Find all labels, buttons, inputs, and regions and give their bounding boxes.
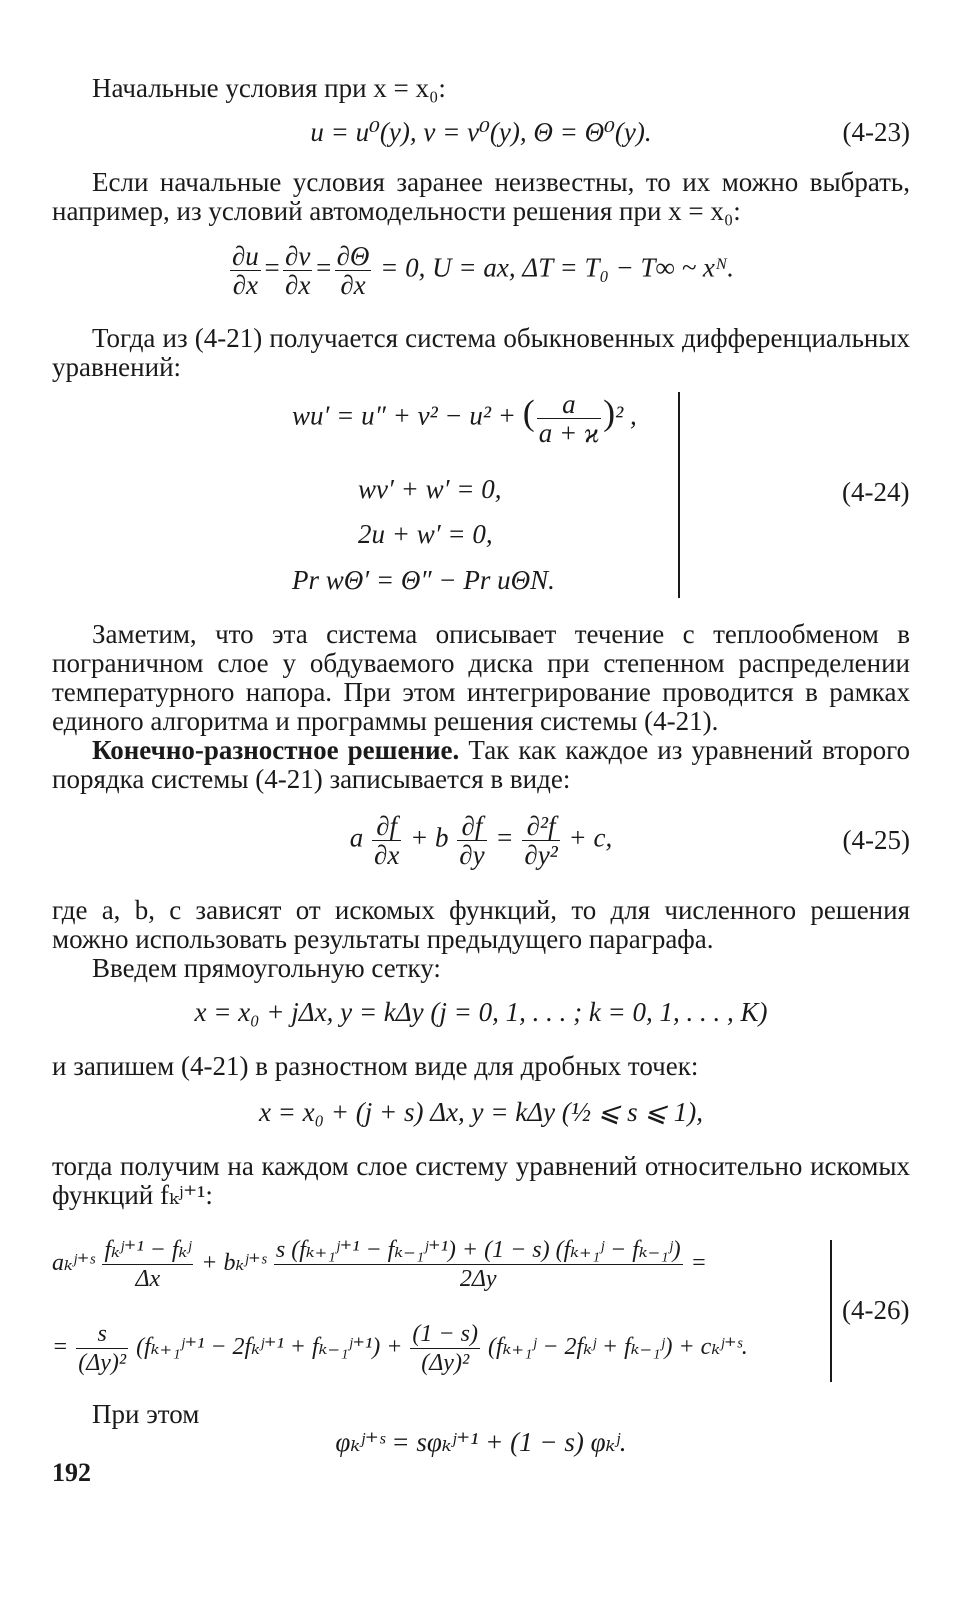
paragraph-at-this: При этом: [92, 1399, 200, 1429]
paragraph-finite-difference: Конечно-разностное решение. Так как каждое из уравнений второго порядка системы (4-21) записывается в виде:: [52, 735, 910, 794]
self-similar-tail: = 0, U = ax, ΔT = T₀ − T∞ ~ xᴺ.: [380, 252, 735, 283]
section-heading-finite-difference: Конечно-разностное решение.: [92, 735, 460, 765]
fraction-df-dy: $\frac{\partial f}{\partial y}$: [459, 811, 485, 870]
equation-grid: x = x₀ + jΔx, y = kΔy (j = 0, 1, . . . ; k = 0, 1, . . . , K): [194, 997, 768, 1027]
fraction-du-dx: $\frac{\partial u}{\partial x}$: [231, 241, 259, 300]
fraction-dtheta-dx: $\frac{\partial\Theta}{\partial x}$: [336, 241, 370, 300]
equation-number-4-25: (4-25): [842, 825, 910, 855]
page-number: 192: [52, 1458, 91, 1487]
paragraph-grid-intro: Введем прямоугольную сетку:: [92, 953, 441, 983]
paragraph-self-similarity: Если начальные условия заранее неизвестны, то их можно выбрать, например, из условий автомодельности решения при x = x₀:: [52, 167, 910, 226]
fraction-df-dx: $\frac{\partial f}{\partial x}$: [373, 811, 400, 870]
equation-number-4-23: (4-23): [842, 117, 910, 147]
equation-4-23-body: u = u⁰(y), v = v⁰(y), Θ = Θ⁰(y).: [310, 117, 652, 147]
equation-4-24-line-3: 2u + w′ = 0,: [358, 519, 493, 549]
equation-4-25: a $\frac{\partial f}{\partial x}$ + b $\frac{\partial f}{\partial y}$ = $\frac{\text{∂²f}}{\text{∂y²}}$ + c, (4-25): [349, 811, 910, 870]
paragraph-initial-conditions: Начальные условия при x = x₀:: [92, 73, 446, 103]
equation-self-similar-conditions: $\frac{\partial u}{\partial x}$ = $\frac{\partial v}{\partial x}$ = $\frac{\partial\Theta}{\partial x}$ = 0, U = ax, ΔT = T₀ − T∞ ~ xᴺ.: [231, 241, 735, 300]
equation-4-24-line-4: Pr wΘ′ = Θ″ − Pr uΘN.: [292, 565, 555, 595]
fraction-time-difference: $\frac{\text{fₖʲ⁺¹ − fₖʲ}}{\Delta x}$: [104, 1237, 192, 1292]
equation-4-26-line-2: = $\frac{s}{\text{(Δy)²}}$ (fₖ₊₁ʲ⁺¹ − 2fₖʲ⁺¹ + fₖ₋₁ʲ⁺¹) + $\frac{(1 - s)}{\text{(Δy)²}}$ (fₖ₊₁ʲ − 2fₖʲ + fₖ₋₁ʲ) + cₖʲ⁺ˢ.: [52, 1321, 748, 1376]
paragraph-note-disk: Заметим, что эта система описывает течение с теплообменом в пограничном слое у обдуваемого диска при степенном распределении температурного напора. При этом интегрирование проводится в рамках единого алгоритма и программы решения системы (4-21).: [52, 619, 910, 736]
paragraph-ode-system: Тогда из (4-21) получается система обыкновенных дифференциальных уравнений:: [52, 323, 910, 382]
fraction-a-over-a-plus-kappa: $\frac{a}{a + ϰ}$: [538, 389, 600, 448]
equation-phi-interpolation: φₖʲ⁺ˢ = sφₖʲ⁺¹ + (1 − s) φₖʲ.: [335, 1427, 627, 1457]
paragraph-coefficients: где a, b, c зависят от искомых функций, то для численного решения можно использовать результаты предыдущего параграфа.: [52, 895, 910, 954]
fraction-d2f-dy2: $\frac{\text{∂²f}}{\text{∂y²}}$: [524, 811, 558, 870]
paragraph-layer-system: тогда получим на каждом слое систему уравнений относительно искомых функций fₖʲ⁺¹:: [52, 1151, 910, 1210]
equation-number-4-24: (4-24): [842, 477, 910, 507]
equation-4-26-line-1: aₖʲ⁺ˢ $\frac{\text{fₖʲ⁺¹ − fₖʲ}}{\Delta x}$ + bₖʲ⁺ˢ $\frac{\text{s (fₖ₊₁ʲ⁺¹ − fₖ₋₁ʲ⁺¹) + (1 − s) (fₖ₊₁ʲ − fₖ₋₁ʲ)}}{2\Delta y}$ =: [52, 1237, 707, 1292]
right-brace-4-24: [678, 392, 680, 598]
fraction-space-difference: $\frac{\text{s (fₖ₊₁ʲ⁺¹ − fₖ₋₁ʲ⁺¹) + (1 − s) (fₖ₊₁ʲ − fₖ₋₁ʲ)}}{2\Delta y}$: [275, 1237, 681, 1292]
equation-number-4-26: (4-26): [842, 1295, 910, 1325]
equation-4-23: [52, 118, 910, 152]
equation-4-24-line-2: wv′ + w′ = 0,: [358, 474, 502, 504]
paragraph-difference-form: и запишем (4-21) в разностном виде для дробных точек:: [52, 1051, 699, 1081]
fraction-dv-dx: $\frac{\partial v}{\partial x}$: [285, 241, 311, 300]
fraction-s-over-dy2: $\frac{s}{\text{(Δy)²}}$: [78, 1321, 127, 1376]
equation-fractional-points: x = x₀ + (j + s) Δx, y = kΔy (½ ⩽ s ⩽ 1),: [258, 1097, 704, 1127]
fraction-1-minus-s-over-dy2: $\frac{(1 - s)}{\text{(Δy)²}}$: [412, 1321, 478, 1376]
right-brace-4-26: [830, 1240, 832, 1382]
equation-4-24-line-1: wu′ = u″ + v² − u² + ( $\frac{a}{a + ϰ}$ )² ,: [292, 389, 637, 448]
